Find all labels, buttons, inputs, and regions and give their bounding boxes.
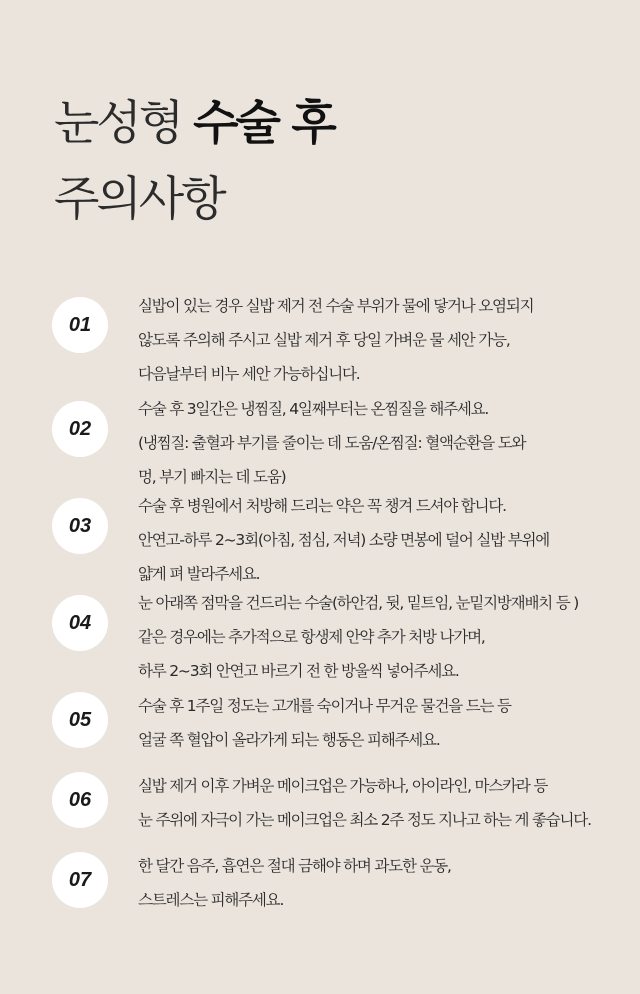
item-line: (냉찜질: 출혈과 부기를 줄이는 데 도움/온찜질: 혈액순환을 도와: [138, 434, 526, 452]
item-line: 멍, 부기 빠지는 데 도움): [138, 468, 286, 486]
item-text: [138, 769, 633, 837]
item-line: 하루 2~3회 안연고 바르기 전 한 방울씩 넣어주세요.: [138, 662, 459, 680]
item-line: 수술 후 3일간은 냉찜질, 4일째부터는 온찜질을 해주세요.: [138, 400, 489, 418]
title-line-1: [54, 86, 334, 162]
item-line: 한 달간 음주, 흡연은 절대 금해야 하며 과도한 운동,: [138, 857, 451, 875]
item-line: 않도록 주의해 주시고 실밥 제거 후 당일 가벼운 물 세안 가능,: [138, 331, 510, 349]
item-line: 눈 아래쪽 점막을 건드리는 수술(하안검, 뒷, 밑트임, 눈밑지방재배치 등 ): [138, 594, 579, 612]
item-text: [138, 392, 633, 494]
page-title: [54, 86, 334, 238]
title-bold: 수술 후: [193, 96, 334, 151]
item-line: 얇게 펴 발라주세요.: [138, 565, 260, 583]
item-text: [138, 489, 633, 591]
item-number-badge: 06: [52, 772, 108, 828]
item-number-badge: 02: [52, 401, 108, 457]
item-line: 실밥 제거 이후 가벼운 메이크업은 가능하나, 아이라인, 마스카라 등: [138, 777, 548, 795]
item-number-badge: 07: [52, 852, 108, 908]
item-number-badge: 05: [52, 692, 108, 748]
item-number-badge: 01: [52, 297, 108, 353]
item-line: 안연고-하루 2~3회(아침, 점심, 저녁) 소량 면봉에 덜어 실밥 부위에: [138, 531, 550, 549]
item-line: 같은 경우에는 추가적으로 항생제 안약 추가 처방 나가며,: [138, 628, 485, 646]
item-line: 다음날부터 비누 세안 가능하십니다.: [138, 365, 360, 383]
item-line: 실밥이 있는 경우 실밥 제거 전 수술 부위가 물에 닿거나 오염되지: [138, 297, 534, 315]
item-line: 눈 주위에 자극이 가는 메이크업은 최소 2주 정도 지나고 하는 게 좋습니다.: [138, 811, 591, 829]
item-text: [138, 586, 633, 688]
item-line: 수술 후 병원에서 처방해 드리는 약은 꼭 챙겨 드셔야 합니다.: [138, 497, 506, 515]
title-light: 눈성형: [54, 96, 194, 151]
title-line-2: 주의사항: [54, 172, 224, 227]
item-line: 얼굴 쪽 혈압이 올라가게 되는 행동은 피해주세요.: [138, 731, 440, 749]
item-number-badge: 04: [52, 595, 108, 651]
item-text: [138, 689, 633, 757]
item-number-badge: 03: [52, 498, 108, 554]
item-text: [138, 289, 633, 391]
item-text: [138, 849, 633, 917]
item-line: 수술 후 1주일 정도는 고개를 숙이거나 무거운 물건을 드는 등: [138, 697, 511, 715]
item-line: 스트레스는 피해주세요.: [138, 891, 284, 909]
